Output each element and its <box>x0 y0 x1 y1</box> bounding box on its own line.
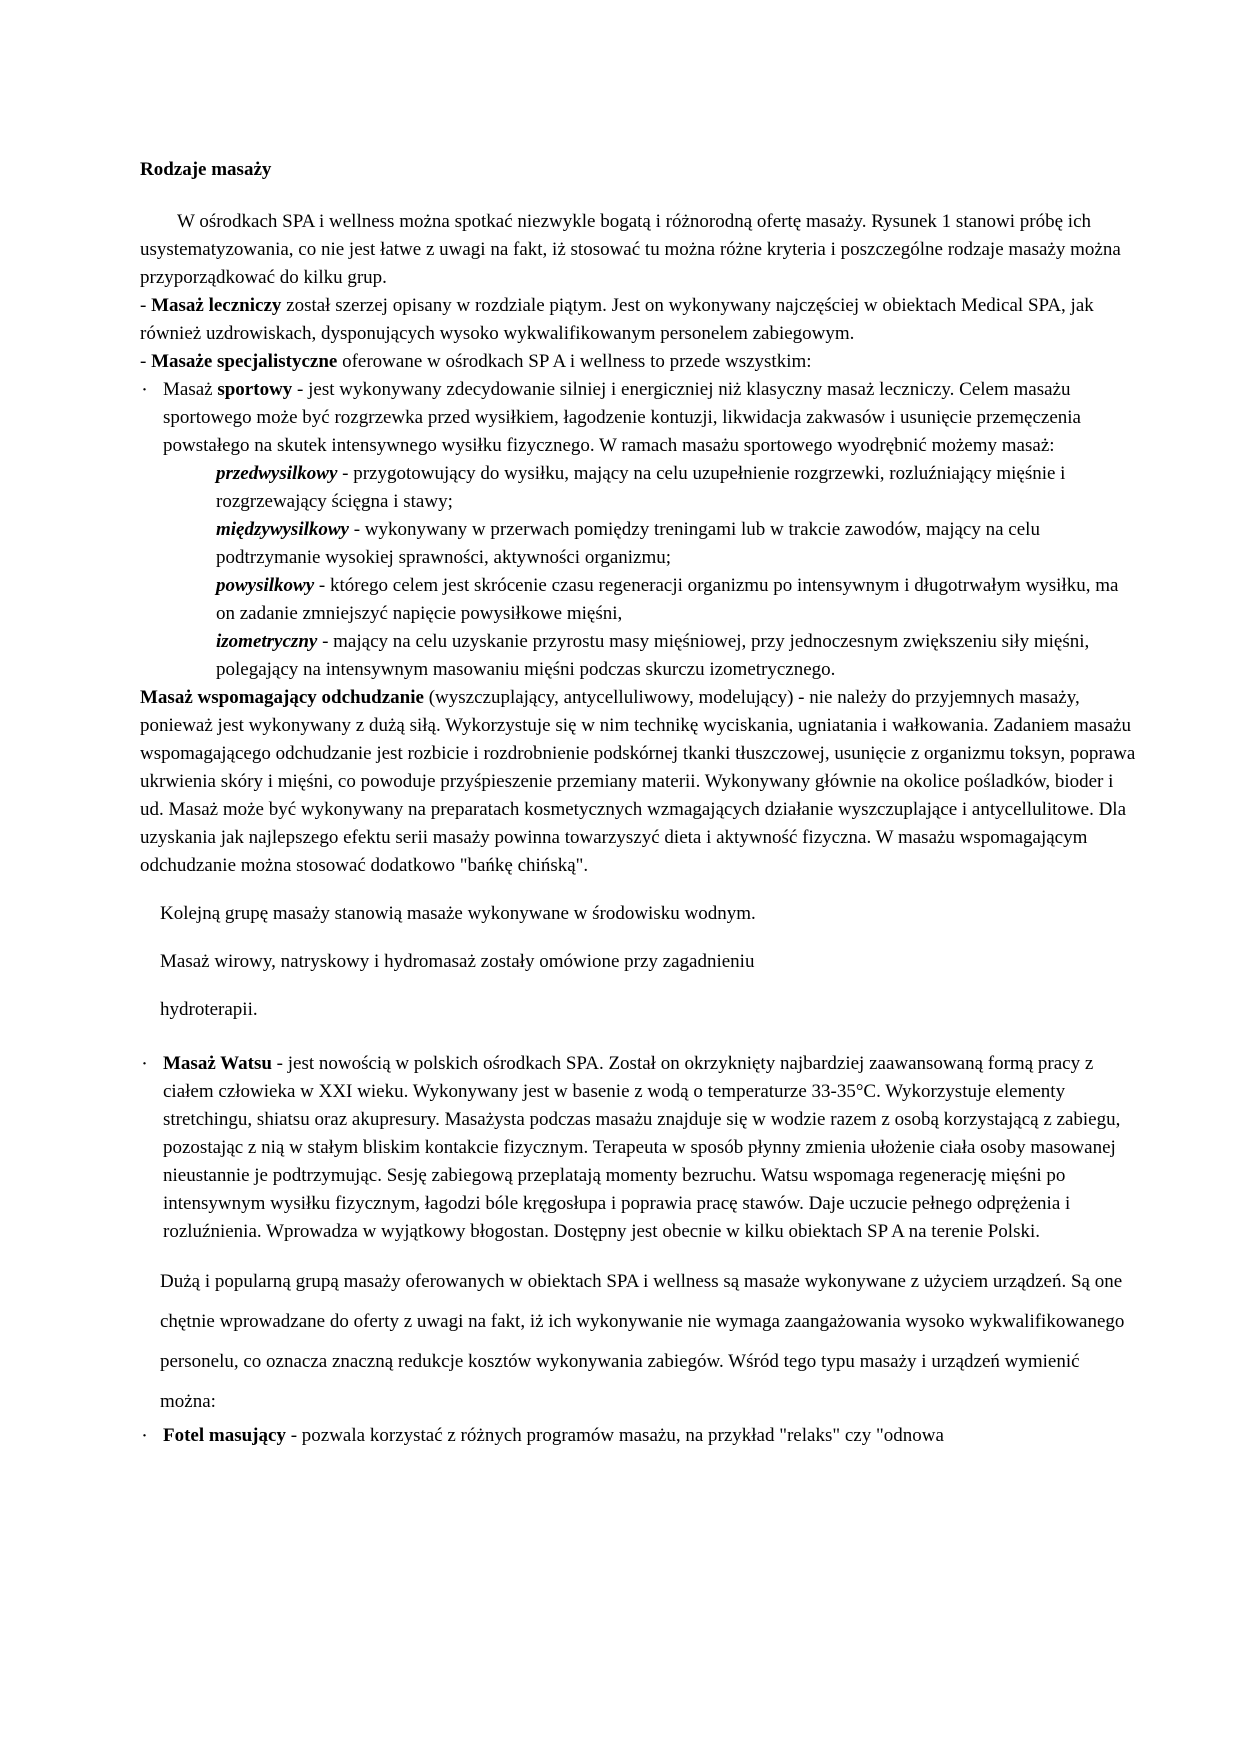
paragraph-water-types: Masaż wirowy, natryskowy i hydromasaż zostały omówione przy zagadnieniu <box>160 951 755 972</box>
bullet-marker: · <box>142 382 148 398</box>
paragraph-water-group: Kolejną grupę masaży stanowią masaże wykonywane w środowisku wodnym. <box>160 903 756 924</box>
sub-item-label: przedwysilkowy <box>216 463 338 484</box>
sub-item-label: izometryczny <box>216 631 318 652</box>
dash-item-label: Masaż leczniczy <box>151 295 282 316</box>
dash-item-masaze-specjalistyczne <box>140 348 1136 376</box>
sub-item-text: - przygotowujący do wysiłku, mający na celu uzupełnienie rozgrzewki, rozluźniający mięśnie i rozgrzewający ścięgna i stawy; <box>216 463 1066 512</box>
sub-item-text: - mający na celu uzyskanie przyrostu masy mięśniowej, przy jednoczesnym zwiększeniu siły mięśni, polegający na intensywnym masowaniu mięśni podczas skurczu izometrycznego. <box>216 631 1090 680</box>
bullet-label: sportowy <box>217 379 293 400</box>
sub-item-label: powysilkowy <box>216 575 315 596</box>
bullet-marker: · <box>142 1428 148 1444</box>
bullet-text: - jest wykonywany zdecydowanie silniej i energiczniej niż klasyczny masaż leczniczy. Celem masażu sportowego może być rozgrzewka przed wysiłkiem, łagodzenie kontuzji, likwidacja zakwasów i usunięcie przemęczenia powstałego na skutek intensywnego wysiłku fizycznego. W ramach masażu sportowego wyodrębnić możemy masaż: <box>163 379 1081 456</box>
intro-paragraph: W ośrodkach SPA i wellness można spotkać niezwykle bogatą i różnorodną ofertę masaży. Rysunek 1 stanowi próbę ich usystematyzowania, co nie jest łatwe z uwagi na fakt, iż stosować tu można różne kryteria i poszczególne rodzaje masaży można przyporządkować do kilku grup. <box>140 211 1121 288</box>
paragraph-masaz-odchudzanie <box>140 684 1136 880</box>
sub-item-izometryczny <box>216 628 1136 684</box>
bullet-item-masaz-watsu <box>140 1050 1136 1246</box>
bullet-label: Fotel masujący <box>163 1425 286 1446</box>
dash-prefix: - <box>140 295 152 316</box>
sub-item-przedwysilkowy <box>216 460 1136 516</box>
paragraph-text: (wyszczuplający, antycelluliwowy, modelujący) - nie należy do przyjemnych masaży, ponieważ jest wykonywany z dużą siłą. Wykorzystuje się w nim technikę wyciskania, ugniatania i wałkowania. Zadaniem masażu wspomagającego odchudzanie jest rozbicie i rozdrobnienie podskórnej tkanki tłuszczowej, usunięcie z organizmu toksyn, poprawa ukrwienia skóry i mięśni, co powoduje przyśpieszenie przemiany materii. Wykonywany głównie na okolice pośladków, bioder i ud. Masaż może być wykonywany na preparatach kosmetycznych wzmagających działanie wyszczuplające i antycellulitowe. Dla uzyskania jak najlepszego efektu serii masaży powinna towarzyszyć dieta i aktywność fizyczna. W masażu wspomagającym odchudzanie można stosować dodatkowo "bańkę chińską". <box>140 687 1136 876</box>
paragraph-devices: Dużą i popularną grupą masaży oferowanych w obiektach SPA i wellness są masaże wykonywane z użyciem urządzeń. Są one chętnie wprowadzane do oferty z uwagi na fakt, iż ich wykonywanie nie wymaga zaangażowania wysoko wykwalifikowanego personelu, co oznacza znaczną redukcje kosztów wykonywania zabiegów. Wśród tego typu masaży i urządzeń wymienić można: <box>160 1271 1125 1412</box>
bullet-text: - jest nowością w polskich ośrodkach SPA. Został on okrzyknięty najbardziej zaawansowaną formą pracy z ciałem człowieka w XXI wieku. Wykonywany jest w basenie z wodą o temperaturze 33-35°C. Wykorzystuje elementy stretchingu, shiatsu oraz akupresury. Masażysta podczas masażu znajduje się w wodzie razem z osobą korzystającą z zabiegu, pozostając z nią w stałym bliskim kontakcie fizycznym. Terapeuta w sposób płynny zmienia ułożenie ciała osoby masowanej nieustannie je podtrzymując. Sesję zabiegową przeplatają momenty bezruchu. Watsu wspomaga regenerację mięśni po intensywnym wysiłku fizycznym, łagodzi bóle kręgosłupa i poprawia pracę stawów. Daje uczucie pełnego odprężenia i rozluźnienia. Wprowadza w wyjątkowy błogostan. Dostępny jest obecnie w kilku obiektach SP A na terenie Polski. <box>163 1053 1121 1242</box>
sub-item-miedzywysilkowy <box>216 516 1136 572</box>
dash-prefix: - <box>140 351 152 372</box>
document-title: Rodzaje masaży <box>140 159 272 180</box>
paragraph-label: Masaż wspomagający odchudzanie <box>140 687 424 708</box>
bullet-item-masaz-sportowy <box>140 376 1136 460</box>
dash-item-text: został szerzej opisany w rozdziale piątym. Jest on wykonywany najczęściej w obiektach Medical SPA, jak również uzdrowiskach, dysponujących wysoko wykwalifikowanym personelem zabiegowym. <box>140 295 1094 344</box>
paragraph-water-hydroterapia: hydroterapii. <box>160 999 258 1020</box>
dash-item-masaz-leczniczy <box>140 292 1136 348</box>
dash-item-label: Masaże specjalistyczne <box>151 351 338 372</box>
bullet-text: - pozwala korzystać z różnych programów masażu, na przykład "relaks" czy "odnowa <box>285 1425 944 1446</box>
dash-item-text: oferowane w ośrodkach SP A i wellness to przede wszystkim: <box>337 351 812 372</box>
bullet-marker: · <box>142 1056 148 1072</box>
bullet-lead: Masaż <box>163 379 218 400</box>
sub-item-text: - którego celem jest skrócenie czasu regeneracji organizmu po intensywnym i długotrwałym wysiłku, ma on zadanie zmniejszyć napięcie powysiłkowe mięśni, <box>216 575 1119 624</box>
sub-item-powysilkowy <box>216 572 1136 628</box>
sub-item-text: - wykonywany w przerwach pomiędzy treningami lub w trakcie zawodów, mający na celu podtrzymanie wysokiej sprawności, aktywności organizmu; <box>216 519 1040 568</box>
bullet-label: Masaż Watsu <box>163 1053 272 1074</box>
bullet-item-fotel-masujacy <box>140 1422 1136 1450</box>
sub-item-label: międzywysilkowy <box>216 519 349 540</box>
